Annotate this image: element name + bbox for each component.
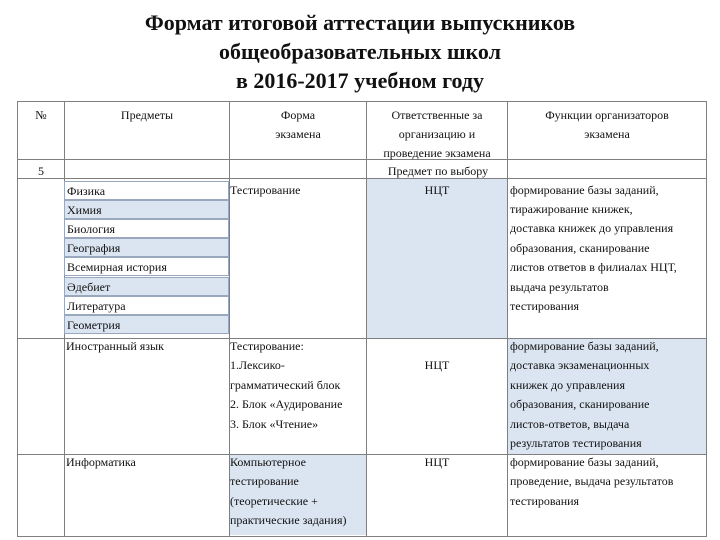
- group2-function-line: доставка экзаменационных: [510, 358, 650, 372]
- subject-row: [64, 238, 229, 257]
- group1-function-line: образования, сканирование: [510, 241, 650, 255]
- group3-subject: Информатика: [66, 455, 136, 469]
- subject-row: [64, 277, 229, 296]
- group2-function-line: листов-ответов, выдача: [510, 417, 630, 431]
- group2-form-line: Тестирование:: [230, 339, 304, 353]
- group2-form-line: грамматический блок: [230, 378, 341, 392]
- group1-function-line: тиражирование книжек,: [510, 202, 633, 216]
- header-responsible-line-1: Ответственные за: [391, 108, 483, 122]
- group2-form-line: 2. Блок «Аудирование: [230, 397, 343, 411]
- group1-function-line: формирование базы заданий,: [510, 183, 659, 197]
- group3-function-line: проведение, выдача результатов: [510, 474, 674, 488]
- header-responsible-line-2: организацию и: [398, 127, 476, 141]
- group3-form-line: (теоретические +: [230, 494, 318, 508]
- subject-row: [64, 257, 229, 276]
- group1-function-line: тестирования: [510, 299, 580, 313]
- subject-name: Геометрия: [67, 318, 121, 332]
- group2-form-line: 3. Блок «Чтение»: [230, 417, 319, 431]
- subject-row: [64, 296, 229, 315]
- group2-form-line: 1.Лексико-: [230, 358, 285, 372]
- subject-name: Биология: [67, 222, 116, 236]
- group2-function-line: результатов тестирования: [510, 436, 642, 450]
- group3-form-line: Компьютерное: [230, 455, 306, 469]
- title-line-2: общеобразовательных школ: [219, 39, 501, 64]
- group3-function-line: формирование базы заданий,: [510, 455, 659, 469]
- title-line-3: в 2016-2017 учебном году: [235, 68, 485, 93]
- subject-name: Химия: [67, 203, 102, 217]
- group1-function-line: листов ответов в филиалах НЦТ,: [510, 260, 677, 274]
- subject-row: [64, 181, 229, 200]
- page-title: [0, 8, 720, 95]
- group3-form-line: практические задания): [230, 513, 347, 527]
- group2-responsible: НЦТ: [424, 358, 450, 372]
- subject-name: География: [67, 241, 121, 255]
- grid-row-header: [17, 159, 707, 160]
- header-functions-line-2: экзамена: [584, 127, 630, 141]
- group2-function-line: книжек до управления: [510, 378, 626, 392]
- group1-function-line: доставка книжек до управления: [510, 221, 674, 235]
- title-line-1: Формат итоговой аттестации выпускников: [144, 10, 576, 35]
- elective-label: Предмет по выбору: [387, 164, 489, 178]
- header-number: №: [35, 108, 47, 122]
- subject-name: Физика: [67, 184, 106, 198]
- group3-function-line: тестирования: [510, 494, 580, 508]
- subject-name: Всемирная история: [67, 260, 167, 274]
- group3-form-line: тестирование: [230, 474, 299, 488]
- header-form-line-2: экзамена: [275, 127, 321, 141]
- row-number: 5: [38, 164, 44, 178]
- group2-function-line: формирование базы заданий,: [510, 339, 659, 353]
- header-subjects: Предметы: [120, 108, 174, 122]
- group2-subject: Иностранный язык: [66, 339, 164, 353]
- subject-row: [64, 315, 229, 334]
- header-form-line-1: Форма: [280, 108, 316, 122]
- group3-responsible: НЦТ: [424, 455, 450, 469]
- header-functions-line-1: Функции организаторов: [545, 108, 669, 122]
- subject-row: [64, 200, 229, 219]
- group1-function-line: выдача результатов: [510, 280, 609, 294]
- subject-row: [64, 219, 229, 238]
- subject-name: Әдебиет: [67, 280, 111, 294]
- group1-form: Тестирование: [230, 183, 301, 197]
- group2-function-line: образования, сканирование: [510, 397, 650, 411]
- subject-name: Литература: [67, 299, 126, 313]
- header-responsible-line-3: проведение экзамена: [383, 146, 491, 160]
- group1-responsible: НЦТ: [424, 183, 450, 197]
